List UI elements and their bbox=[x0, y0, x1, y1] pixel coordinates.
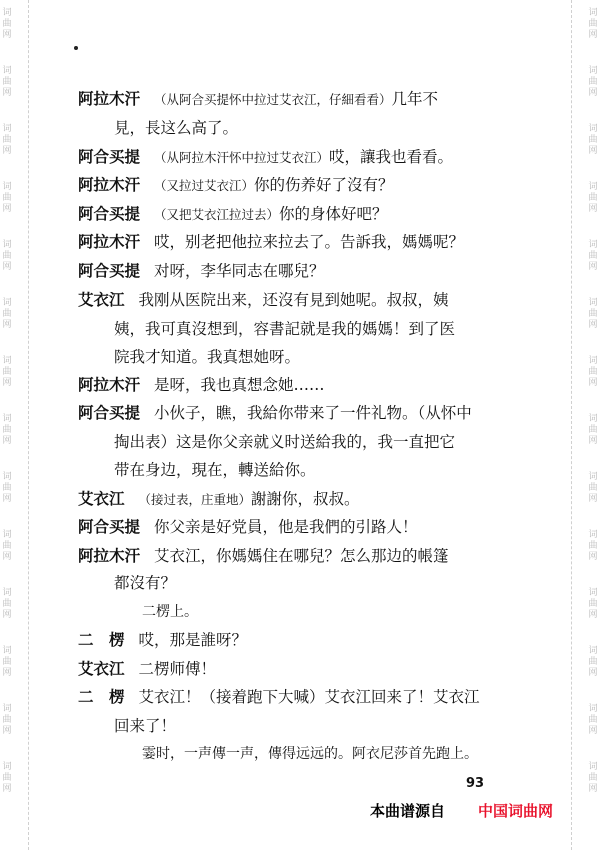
print-mark bbox=[74, 46, 78, 50]
dialogue-line: 見，長这么高了。 bbox=[114, 119, 239, 137]
watermark-text: 词 曲 网 bbox=[2, 530, 12, 562]
watermark-text: 词 曲 网 bbox=[588, 124, 598, 156]
dialogue-line: 艾衣江 二楞师傅！ bbox=[78, 659, 217, 678]
right-border bbox=[571, 0, 586, 850]
watermark-text: 词 曲 网 bbox=[2, 356, 12, 388]
dialogue-line: 掏出表）这是你父亲就义时送給我的，我一直把它 bbox=[114, 433, 456, 451]
watermark-text: 词 曲 网 bbox=[2, 588, 12, 620]
dialogue-line: 阿拉木汗 哎，别老把他拉来拉去了。告訴我，媽媽呢？ bbox=[78, 232, 465, 251]
stage-direction: 二楞上。 bbox=[142, 604, 198, 620]
page-number: 93 bbox=[466, 776, 485, 791]
watermark-text: 词 曲 网 bbox=[2, 646, 12, 678]
watermark-text: 词 曲 网 bbox=[588, 66, 598, 98]
watermark-text: 词 曲 网 bbox=[2, 8, 12, 40]
watermark-text: 词 曲 网 bbox=[588, 472, 598, 504]
dialogue-line: 回来了！ bbox=[114, 717, 177, 735]
watermark-text: 词 曲 网 bbox=[2, 298, 12, 330]
watermark-text: 词 曲 网 bbox=[588, 762, 598, 794]
watermark-text: 词 曲 网 bbox=[2, 240, 12, 272]
watermark-text: 词 曲 网 bbox=[2, 762, 12, 794]
dialogue-line: 二 楞 哎，那是誰呀？ bbox=[78, 630, 248, 649]
watermark-text: 词 曲 网 bbox=[588, 646, 598, 678]
dialogue-line: 带在身边，現在，轉送給你。 bbox=[114, 461, 316, 479]
watermark-text: 词 曲 网 bbox=[2, 124, 12, 156]
watermark-text: 词 曲 网 bbox=[588, 588, 598, 620]
watermark-text: 词 曲 网 bbox=[2, 472, 12, 504]
dialogue-line: 阿拉木汗 艾衣江，你媽媽住在哪兒？怎么那边的帳篷 bbox=[78, 546, 449, 565]
dialogue-line: 二 楞 艾衣江！（接着跑下大喊）艾衣江回来了！艾衣江 bbox=[78, 687, 480, 706]
watermark-text: 词 曲 网 bbox=[2, 182, 12, 214]
footer-site-name[interactable]: 中国词曲网 bbox=[478, 802, 554, 820]
watermark-text: 词 曲 网 bbox=[2, 704, 12, 736]
watermark-text: 词 曲 网 bbox=[588, 414, 598, 446]
watermark-text: 词 曲 网 bbox=[2, 414, 12, 446]
watermark-text: 词 曲 网 bbox=[588, 704, 598, 736]
watermark-text: 词 曲 网 bbox=[588, 298, 598, 330]
dialogue-line: 姨，我可真沒想到，容書記就是我的媽媽！到了医 bbox=[114, 320, 456, 338]
watermark-text: 词 曲 网 bbox=[588, 356, 598, 388]
watermark-text: 词 曲 网 bbox=[588, 240, 598, 272]
watermark-text: 词 曲 网 bbox=[588, 530, 598, 562]
footer-source-label: 本曲谱源自 bbox=[370, 802, 446, 820]
dialogue-line: 阿合买提 对呀，李华同志在哪兒？ bbox=[78, 261, 325, 280]
dialogue-line: 阿合买提 （从阿拉木汗怀中拉过艾衣江）哎，讓我也看看。 bbox=[78, 147, 454, 166]
left-border bbox=[14, 0, 29, 850]
dialogue-line: 阿合买提 你父亲是好党員，他是我們的引路人！ bbox=[78, 517, 418, 536]
dialogue-line: 阿合买提 小伙子，瞧，我給你带来了一件礼物。（从怀中 bbox=[78, 403, 472, 422]
dialogue-line: 阿合买提 （又把艾衣江拉过去）你的身体好吧？ bbox=[78, 204, 388, 223]
watermark-text: 词 曲 网 bbox=[588, 182, 598, 214]
dialogue-line: 阿拉木汗 （从阿合买提怀中拉过艾衣江，仔細看看）几年不 bbox=[78, 89, 439, 108]
stage-direction: 霎时，一声傳一声，傳得远远的。阿衣尼莎首先跑上。 bbox=[142, 746, 478, 762]
dialogue-line: 阿拉木汗 （又拉过艾衣江）你的伤养好了沒有？ bbox=[78, 175, 394, 194]
dialogue-line: 艾衣江 我刚从医院出来，还沒有見到她呢。叔叔，姨 bbox=[78, 290, 449, 309]
watermark-text: 词 曲 网 bbox=[588, 8, 598, 40]
dialogue-line: 艾衣江 （接过表，庄重地）謝謝你，叔叔。 bbox=[78, 489, 360, 508]
dialogue-line: 阿拉木汗 是呀，我也真想念她…… bbox=[78, 375, 325, 394]
dialogue-line: 都沒有？ bbox=[114, 574, 177, 592]
watermark-text: 词 曲 网 bbox=[2, 66, 12, 98]
dialogue-line: 院我才知道。我真想她呀。 bbox=[114, 348, 301, 366]
